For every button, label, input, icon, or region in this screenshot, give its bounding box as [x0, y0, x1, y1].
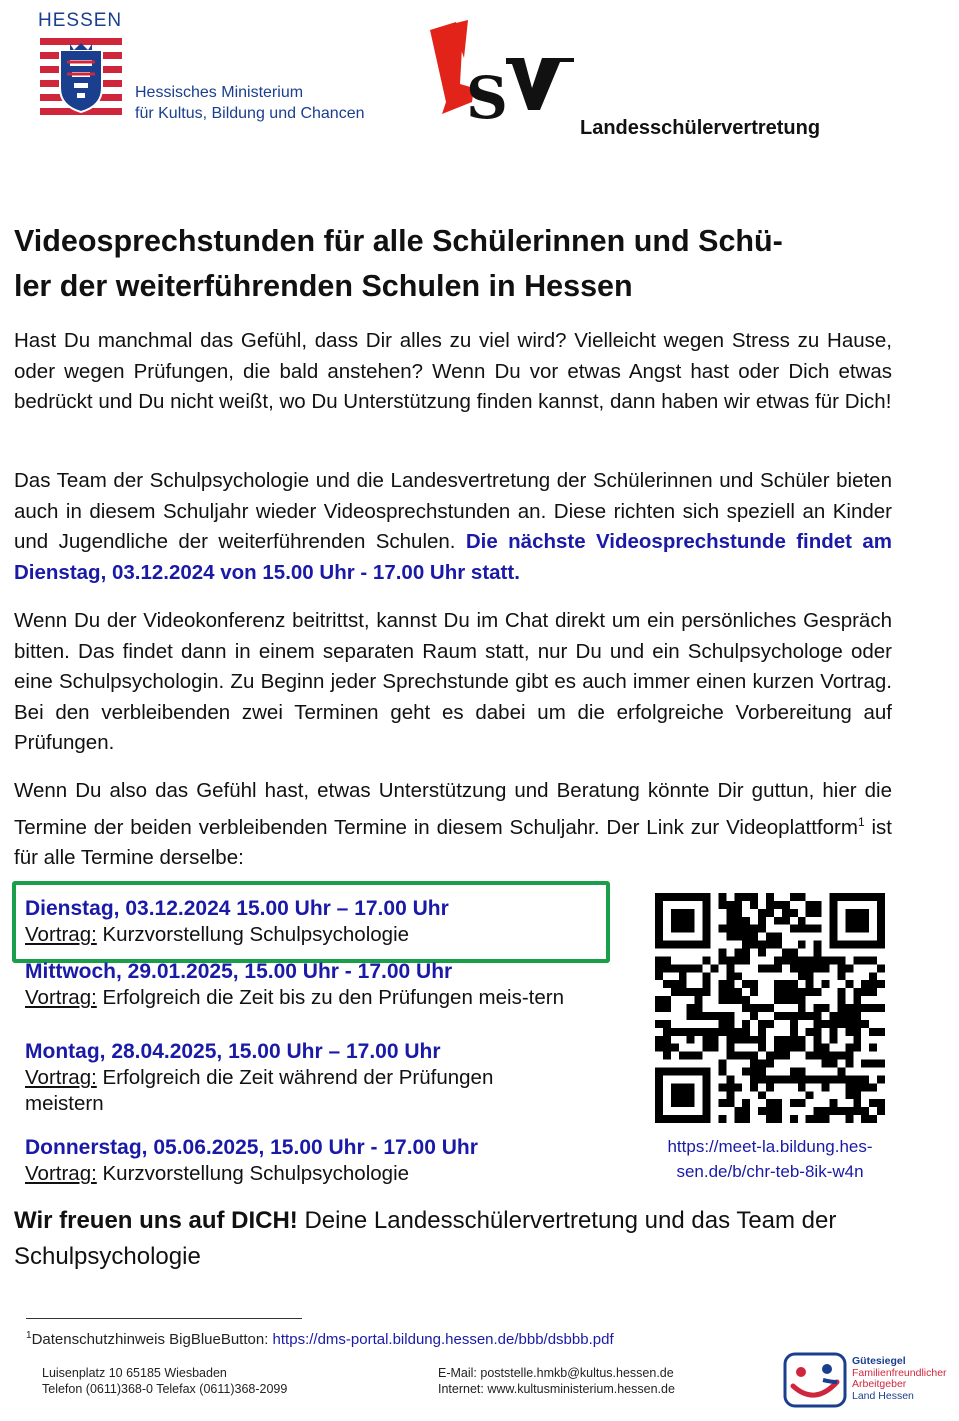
title-line-1: Videosprechstunden für alle Schülerinnen und Schü- — [14, 224, 783, 258]
date-entry — [25, 1039, 555, 1117]
hessen-wordmark: HESSEN — [38, 10, 123, 31]
closing-text — [14, 1203, 914, 1275]
footnote — [26, 1330, 614, 1348]
ministry-line-1: Hessisches Ministerium — [135, 84, 304, 101]
talk-title: Erfolgreich die Zeit während der Prüfungen meistern — [25, 1066, 494, 1115]
date-entry — [25, 959, 593, 1011]
talk-line — [25, 1065, 555, 1117]
address-line: Luisenplatz 10 65185 Wiesbaden — [42, 1366, 227, 1380]
family-friendly-seal-icon — [783, 1352, 847, 1408]
seal-line: Arbeitgeber — [852, 1378, 907, 1390]
paragraph-dates-text-end: ist für alle Termine derselbe: — [14, 815, 892, 869]
page-title — [14, 219, 914, 309]
lsv-name: Landesschülervertretung — [580, 117, 821, 139]
paragraph-team — [14, 466, 892, 588]
paragraph-team-text: Das Team der Schulpsychologie und die Landesvertretung der Schülerinnen und Schüler bieten auch in diesem Schuljahr wieder Videosprechstunden an. Diese richten sich speziell an Kinder und Jugendliche der weiterführenden Schulen. — [14, 469, 892, 553]
date-line: Donnerstag, 05.06.2025, 15.00 Uhr - 17.00 Uhr — [25, 1136, 478, 1159]
title-line-2: ler der weiterführenden Schulen in Hessen — [14, 269, 633, 303]
paragraph-intro: Hast Du manchmal das Gefühl, dass Dir alles zu viel wird? Vielleicht wegen Stress zu Hause, oder wegen Prüfungen, die bald anstehen? Wenn Du vor etwas Angst hast oder Dich etwas bedrückt und Du nicht weißt, wo Du Unterstützung finden kannst, dann haben wir etwas für Dich! — [14, 329, 892, 413]
paragraph-dates-intro — [14, 776, 892, 873]
date-line: Montag, 28.04.2025, 15.00 Uhr – 17.00 Uhr — [25, 1040, 441, 1063]
ministry-name — [135, 82, 364, 124]
svg-text:S: S — [466, 64, 508, 126]
talk-line — [25, 922, 605, 948]
seal-line: Gütesiegel — [852, 1355, 906, 1367]
talk-label: Vortrag: — [25, 1066, 97, 1089]
date-entry — [25, 1135, 605, 1187]
ministry-line-2: für Kultus, Bildung und Chancen — [135, 105, 365, 122]
seal-caption — [852, 1356, 947, 1402]
footnote-label: Datenschutzhinweis BigBlueButton: — [31, 1331, 273, 1348]
closing-rest: Deine Landesschülervertretung und das Team der Schulpsychologie — [14, 1207, 837, 1270]
talk-title: Erfolgreich die Zeit bis zu den Prüfungen meis-tern — [96, 986, 564, 1009]
footnote-ref: 1 — [857, 814, 865, 829]
meeting-link-line-2[interactable]: sen.de/b/chr-teb-8ik-w4n — [676, 1162, 864, 1181]
email-line: E-Mail: poststelle.hmkb@kultus.hessen.de — [438, 1366, 674, 1380]
closing-bold: Wir freuen uns auf DICH! — [14, 1207, 298, 1234]
footnote-divider — [26, 1318, 302, 1319]
talk-title: Kurzvorstellung Schulpsychologie — [96, 1162, 410, 1185]
talk-label: Vortrag: — [25, 986, 97, 1009]
next-session-highlight: Die nächste Videosprechstunde findet am Dienstag, 03.12.2024 von 15.00 Uhr - 17.00 Uhr statt. — [14, 530, 892, 584]
qr-code[interactable] — [655, 893, 885, 1123]
date-line: Mittwoch, 29.01.2025, 15.00 Uhr - 17.00 Uhr — [25, 960, 453, 983]
internet-line: Internet: www.kultusministerium.hessen.de — [438, 1382, 675, 1396]
address-block — [42, 1365, 287, 1397]
date-entry — [25, 896, 605, 948]
talk-label: Vortrag: — [25, 1162, 97, 1185]
meeting-link-line-1[interactable]: https://meet-la.bildung.hes- — [667, 1137, 873, 1156]
talk-line — [25, 985, 593, 1011]
hessen-crest-logo — [40, 38, 122, 116]
paragraph-chat: Wenn Du der Videokonferenz beitrittst, kannst Du im Chat direkt um ein persönliches Gespräch bitten. Das findet dann in einem separaten Raum statt, nur Du und ein Schulpsychologe oder eine Schulpsychologin. Zu Beginn jeder Sprechstunde gibt es auch immer einen kurzen Vortrag. Bei den verbleibenden zwei Terminen geht es dabei um die erfolgreiche Vorbereitung auf Prüfungen. — [14, 609, 892, 754]
meeting-link[interactable] — [640, 1134, 900, 1184]
date-line: Dienstag, 03.12.2024 15.00 Uhr – 17.00 Uhr — [25, 897, 449, 920]
talk-line — [25, 1161, 605, 1187]
lsv-logo — [428, 18, 578, 126]
talk-title: Kurzvorstellung Schulpsychologie — [96, 923, 410, 946]
seal-line: Familienfreundlicher — [852, 1366, 947, 1379]
privacy-link[interactable]: https://dms-portal.bildung.hessen.de/bbb/dsbbb.pdf — [272, 1331, 614, 1348]
phone-line: Telefon (0611)368-0 Telefax (0611)368-2099 — [42, 1382, 288, 1396]
seal-line: Land Hessen — [852, 1389, 914, 1402]
footnote-mark: 1 — [26, 1330, 32, 1341]
talk-label: Vortrag: — [25, 923, 97, 946]
contact-block — [438, 1365, 675, 1397]
paragraph-dates-text: Wenn Du also das Gefühl hast, etwas Unterstützung und Beratung könnte Dir guttun, hier die Termine der beiden verbleibenden Termine in diesem Schuljahr. Der Link zur Videoplattform — [14, 779, 892, 839]
